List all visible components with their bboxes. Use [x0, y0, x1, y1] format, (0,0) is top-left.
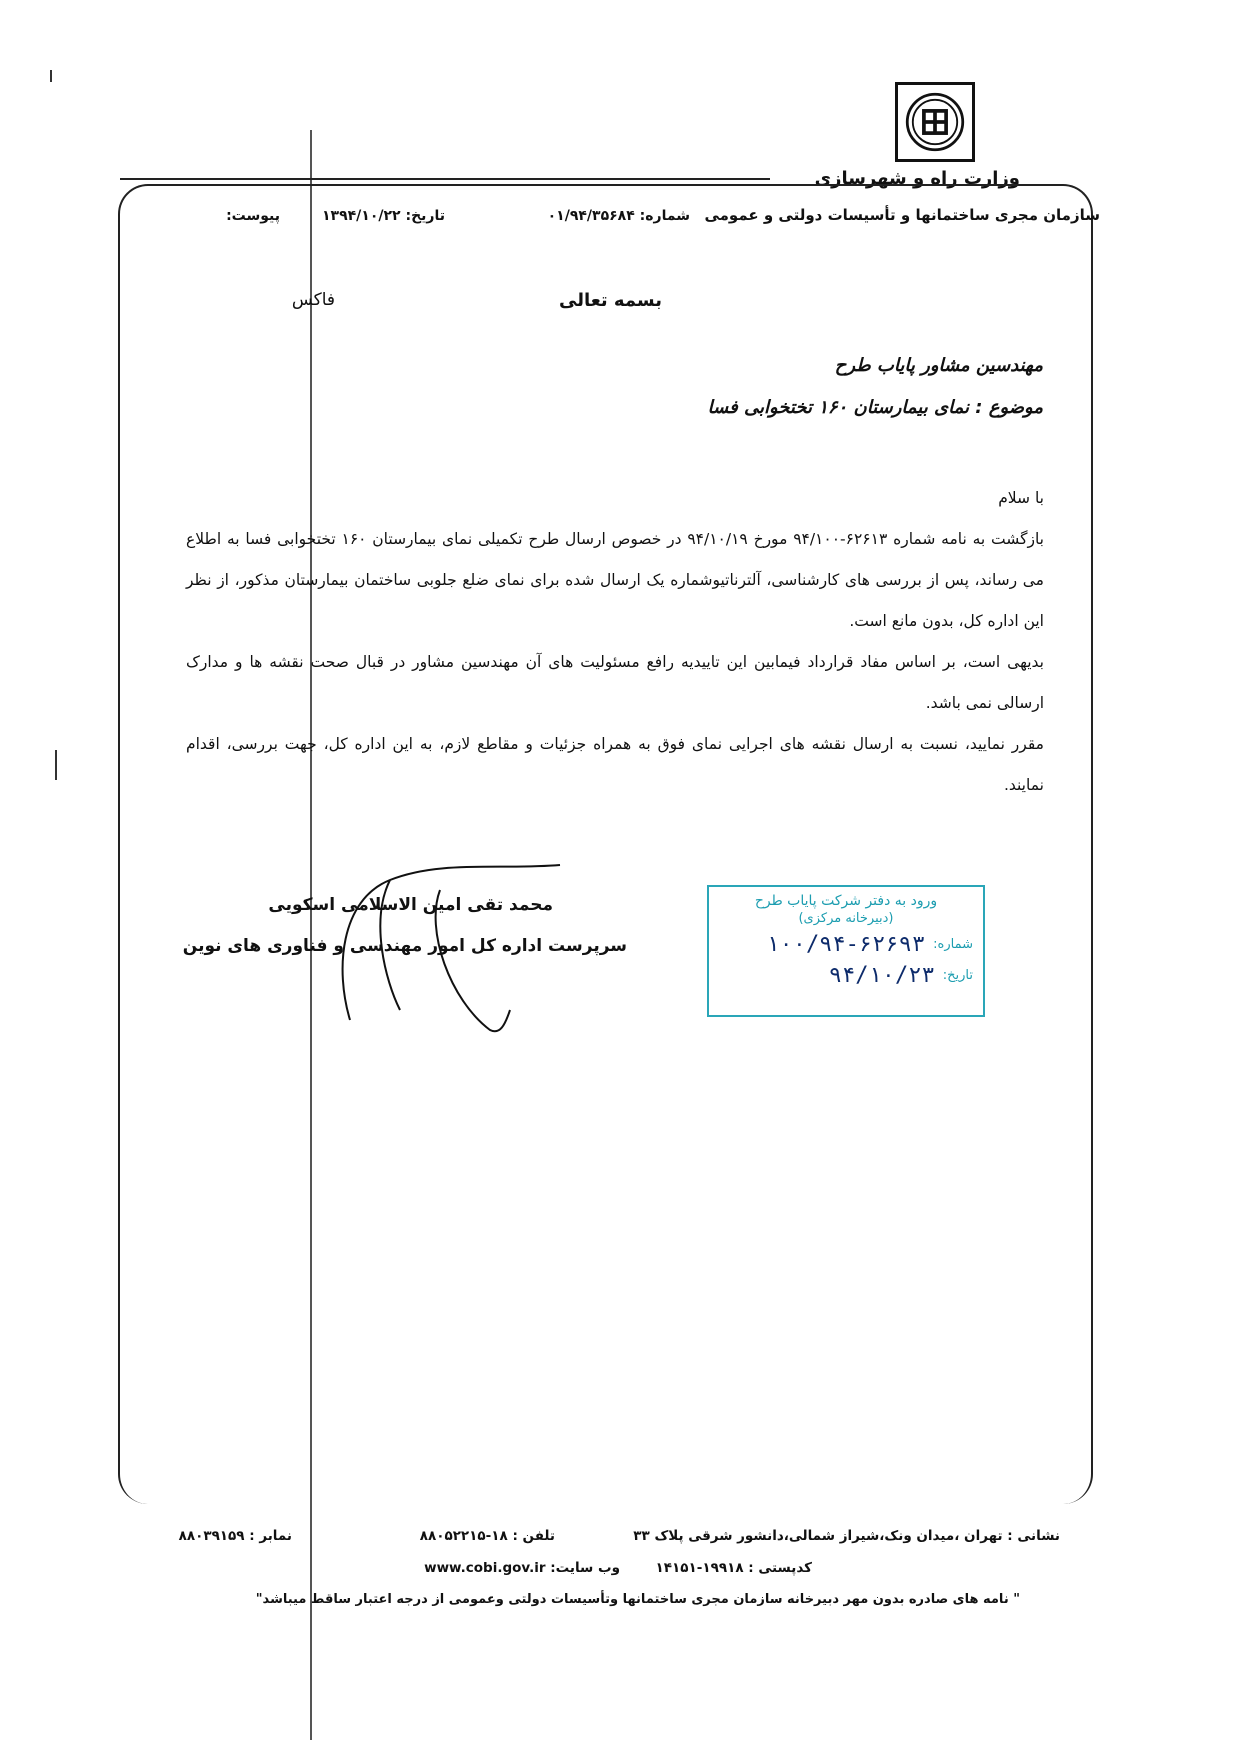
stamp-number-value: ۱۰۰/۹۴-۶۲۶۹۳: [766, 932, 926, 957]
footer-fax: [179, 1528, 292, 1544]
footer-phone-label: تلفن :: [512, 1528, 555, 1544]
ministry-name: وزارت راه و شهرسازی: [814, 168, 1020, 189]
letter-date: [322, 208, 445, 224]
body-paragraph-2: بدیهی است، بر اساس مفاد قرارداد فیمابین این تاییدیه رافع مسئولیت های آن مهندسین مشاور در قبال صحت نقشه ها و مدارک ارسالی نمی باشد.: [186, 653, 1044, 712]
signatory-title: سرپرست اداره کل امور مهندسی و فناوری های نوین: [182, 936, 627, 956]
footer-postal-value: ۱۹۹۱۸-۱۴۱۵۱: [655, 1560, 744, 1576]
footer-address-label: نشانی :: [1007, 1528, 1060, 1544]
footer-phone: [420, 1528, 555, 1544]
ministry-logo: [895, 82, 975, 162]
letter-date-value: ۱۳۹۴/۱۰/۲۲: [322, 208, 401, 224]
fax-label: فاکس: [291, 290, 335, 310]
body-paragraph-3: مقرر نمایید، نسبت به ارسال نقشه های اجرایی نمای فوق به همراه جزئیات و مقاطع لازم، به این اداره کل، جهت بررسی، اقدام نمایند.: [186, 735, 1044, 794]
stamp-title: ورود به دفتر شرکت پایاب طرح: [754, 893, 938, 909]
footer-address-value: تهران ،میدان ونک،شیراز شمالی،دانشور شرقی پلاک ۳۳: [633, 1528, 1003, 1544]
receipt-stamp: [707, 885, 985, 1017]
header-rule: [120, 178, 770, 180]
body-paragraph-1: بازگشت به نامه شماره ۶۲۶۱۳-۹۴/۱۰۰ مورخ ۹۴/۱۰/۱۹ در خصوص ارسال طرح تکمیلی نمای بیمارستان ۱۶۰ تختخوابی فسا به اطلاع می رساند، پس از بررسی های کارشناسی، آلترناتیوشماره یک ارسال شده برای نمای ضلع جلوبی ساختمان بیمارستان مذکور، از نظر این اداره کل، بدون مانع است.: [186, 530, 1044, 630]
footer-disclaimer: " نامه های صادره بدون مهر دبیرخانه سازمان مجری ساختمانها وتأسیسات دولتی وعمومی از درجه اعتبار ساقط میباشد": [255, 1592, 1020, 1607]
footer-fax-value: ۸۸۰۳۹۱۵۹: [178, 1528, 245, 1544]
stamp-subtitle: (دبیرخانه مرکزی): [798, 911, 894, 926]
footer-postal-label: کدپستی :: [748, 1560, 812, 1576]
bismillah: بسمه تعالی: [559, 290, 662, 311]
letter-number-label: شماره:: [639, 208, 690, 224]
footer-website-value[interactable]: www.cobi.gov.ir: [424, 1560, 546, 1576]
scan-edge-mark: [50, 70, 52, 82]
stamp-date-value: ۹۴/۱۰/۲۳: [828, 963, 935, 988]
organization-name: سازمان مجری ساختمانها و تأسیسات دولتی و عمومی: [704, 206, 1100, 224]
footer-fax-label: نمابر :: [249, 1528, 292, 1544]
stamp-number-row: [719, 932, 973, 957]
footer-postal: [656, 1560, 812, 1576]
subject: موضوع : نمای بیمارستان ۱۶۰ تختخوابی فسا: [707, 397, 1043, 418]
letter-frame: [118, 184, 1093, 1504]
stamp-date-label: تاریخ:: [942, 968, 973, 983]
letter-number-value: ۰۱/۹۴/۳۵۶۸۴: [547, 208, 635, 224]
attachment-label: پیوست:: [226, 208, 280, 224]
signatory-name: محمد تقی امین الاسلامی اسکویی: [268, 895, 553, 915]
letter-body: [186, 478, 1044, 806]
footer-address: [633, 1528, 1060, 1544]
footer-phone-value: ۱۸-۸۸۰۵۲۲۱۵: [419, 1528, 508, 1544]
ministry-emblem-icon: [898, 85, 972, 159]
footer-website: [424, 1560, 620, 1576]
letter-number: [548, 208, 690, 224]
footer-website-label: وب سایت:: [550, 1560, 620, 1576]
scan-edge-mark: [55, 750, 57, 780]
stamp-number-label: شماره:: [933, 937, 973, 952]
recipient: مهندسین مشاور پایاب طرح: [834, 355, 1043, 376]
letter-date-label: تاریخ:: [405, 208, 445, 224]
greeting: با سلام: [998, 489, 1044, 507]
stamp-date-row: [719, 963, 973, 988]
